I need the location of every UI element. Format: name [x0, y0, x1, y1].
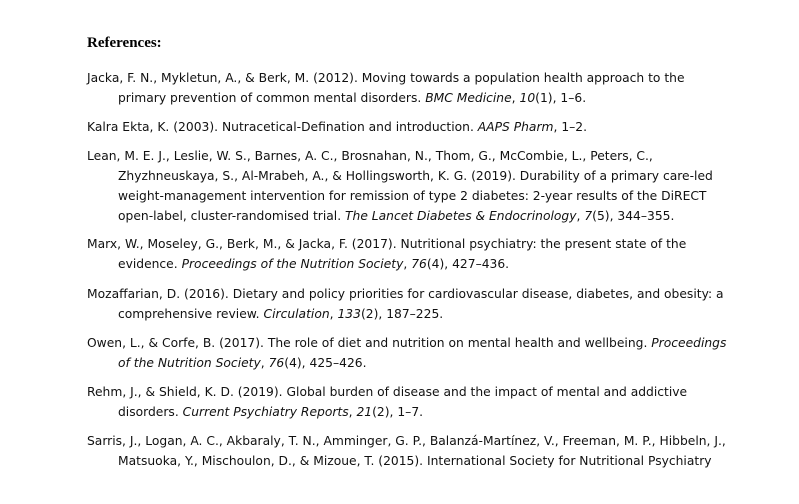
- reference-marx-2017: [87, 234, 686, 274]
- reference-jacka-2012: [87, 68, 685, 108]
- reference-text: open-label, cluster-randomised trial.: [118, 209, 346, 223]
- reference-text: evidence.: [118, 257, 182, 271]
- volume-number: 76: [411, 257, 427, 271]
- separator: ,: [260, 356, 269, 370]
- issue-pages: (4), 427–436.: [426, 257, 510, 271]
- reference-line: [87, 333, 726, 353]
- separator: ,: [403, 257, 412, 271]
- issue-pages: (1), 1–6.: [535, 91, 587, 105]
- reference-text: primary prevention of common mental disorders.: [118, 91, 426, 105]
- reference-line: Zhyzhneuskaya, S., Al-Mrabeh, A., & Hollingsworth, K. G. (2019). Durability of a primary care-led: [118, 169, 713, 183]
- reference-line: [87, 254, 686, 274]
- reference-text: Owen, L., & Corfe, B. (2017). The role of diet and nutrition on mental health and wellbeing.: [87, 336, 652, 350]
- separator: ,: [511, 91, 520, 105]
- journal-name: The Lancet Diabetes & Endocrinology: [345, 209, 577, 223]
- reference-line: Matsuoka, Y., Mischoulon, D., & Mizoue, T. (2015). International Society for Nutritional Psychiatry: [118, 454, 712, 468]
- reference-line: [87, 88, 685, 108]
- volume-number: 133: [337, 307, 361, 321]
- reference-line: Jacka, F. N., Mykletun, A., & Berk, M. (2012). Moving towards a population health approach to the: [87, 71, 685, 85]
- reference-line: Mozaffarian, D. (2016). Dietary and policy priorities for cardiovascular disease, diabetes, and obesity: a: [87, 287, 724, 301]
- reference-text: disorders.: [118, 405, 183, 419]
- reference-sarris-2015: [87, 431, 726, 471]
- separator: ,: [348, 405, 357, 419]
- issue-pages: (2), 187–225.: [360, 307, 444, 321]
- reference-line: [87, 117, 587, 137]
- separator: ,: [576, 209, 585, 223]
- journal-name: Circulation: [263, 307, 330, 321]
- reference-owen-2017: [87, 333, 726, 373]
- journal-name: Current Psychiatry Reports: [182, 405, 349, 419]
- reference-mozaffarian-2016: [87, 284, 724, 324]
- reference-line: Rehm, J., & Shield, K. D. (2019). Global burden of disease and the impact of mental and addictive: [87, 385, 688, 399]
- reference-text: comprehensive review.: [118, 307, 264, 321]
- reference-line: Sarris, J., Logan, A. C., Akbaraly, T. N., Amminger, G. P., Balanzá-Martínez, V., Freeman, M. P., Hibbeln, J.,: [87, 434, 726, 448]
- reference-line: Marx, W., Moseley, G., Berk, M., & Jacka, F. (2017). Nutritional psychiatry: the present state of the: [87, 237, 687, 251]
- issue-pages: (4), 425–426.: [284, 356, 367, 370]
- reference-line: Lean, M. E. J., Leslie, W. S., Barnes, A. C., Brosnahan, N., Thom, G., McCombie, L., Peters, C.,: [87, 149, 653, 163]
- reference-rehm-2019: [87, 382, 687, 422]
- reference-kalra-2003: [87, 117, 587, 137]
- reference-lean-2019: [87, 146, 713, 226]
- reference-line: [87, 353, 726, 373]
- reference-line: [87, 304, 724, 324]
- journal-name: BMC Medicine: [425, 91, 512, 105]
- issue-pages: , 1–2.: [553, 120, 588, 134]
- volume-number: 76: [268, 356, 285, 370]
- references-heading: References:: [87, 35, 162, 51]
- volume-number: 21: [356, 405, 373, 419]
- journal-name: of the Nutrition Society: [118, 356, 261, 370]
- journal-name: AAPS Pharm: [477, 120, 554, 134]
- journal-name: Proceedings of the Nutrition Society: [181, 257, 404, 271]
- reference-text: Kalra Ekta, K. (2003). Nutracetical-Defination and introduction.: [87, 120, 478, 134]
- volume-number: 10: [519, 91, 536, 105]
- separator: ,: [329, 307, 338, 321]
- journal-name: Proceedings: [651, 336, 727, 350]
- reference-line: [87, 402, 687, 422]
- reference-line: weight-management intervention for remission of type 2 diabetes: 2-year results of the DiRECT: [118, 189, 707, 203]
- issue-pages: (2), 1–7.: [372, 405, 424, 419]
- volume-number: 7: [584, 209, 593, 223]
- issue-pages: (5), 344–355.: [592, 209, 675, 223]
- reference-line: [87, 206, 713, 226]
